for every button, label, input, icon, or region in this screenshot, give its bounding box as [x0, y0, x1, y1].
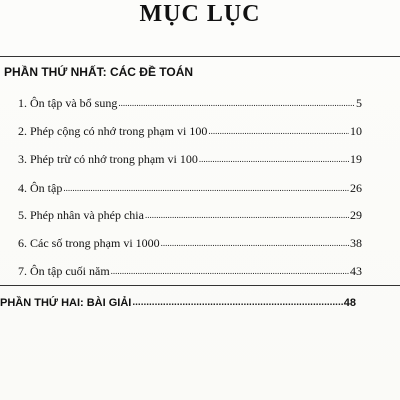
dot-leader [63, 180, 349, 195]
toc-entry [18, 236, 362, 251]
heading-divider [0, 56, 400, 57]
toc-entry-page: 26 [350, 181, 362, 195]
toc-entry-page: 43 [350, 264, 362, 278]
dot-leader [199, 151, 349, 166]
toc-entry [18, 124, 362, 139]
dot-leader [132, 295, 342, 310]
dot-leader [111, 263, 349, 278]
toc-entry-label: 5. Phép nhân và phép chia [18, 208, 144, 222]
toc-entry [18, 264, 362, 279]
dot-leader [208, 123, 349, 138]
toc-entry-label: 1. Ôn tập và bổ sung [18, 96, 118, 110]
dot-leader [161, 235, 349, 250]
toc-entry-label: 2. Phép cộng có nhớ trong phạm vi 100 [18, 124, 208, 138]
toc-entry-label: 3. Phép trừ có nhớ trong phạm vi 100 [18, 152, 198, 166]
toc-entry-label: 6. Các số trong phạm vi 1000 [18, 236, 160, 250]
toc-entry-page: 10 [350, 124, 362, 138]
toc-entry [18, 181, 362, 196]
dot-leader [118, 95, 355, 110]
toc-entry-page: 5 [356, 96, 362, 110]
part-one-heading: PHẦN THỨ NHẤT: CÁC ĐỀ TOÁN [4, 65, 194, 79]
part-two-page: 48 [343, 297, 356, 309]
toc-entry-page: 19 [350, 152, 362, 166]
toc-entry-page: 38 [350, 236, 362, 250]
part-two-heading: PHẦN THỨ HAI: BÀI GIẢI [0, 297, 132, 309]
page-title: MỤC LỤC [139, 1, 261, 27]
section-divider [0, 285, 400, 286]
toc-entry-label: 7. Ôn tập cuối năm [18, 264, 110, 278]
toc-entry [18, 152, 362, 167]
toc-entry-label: 4. Ôn tập [18, 181, 63, 195]
part-two-entry [0, 296, 356, 311]
toc-entry [18, 208, 362, 223]
toc-entry [18, 96, 362, 111]
dot-leader [145, 207, 349, 222]
toc-entry-page: 29 [350, 208, 362, 222]
